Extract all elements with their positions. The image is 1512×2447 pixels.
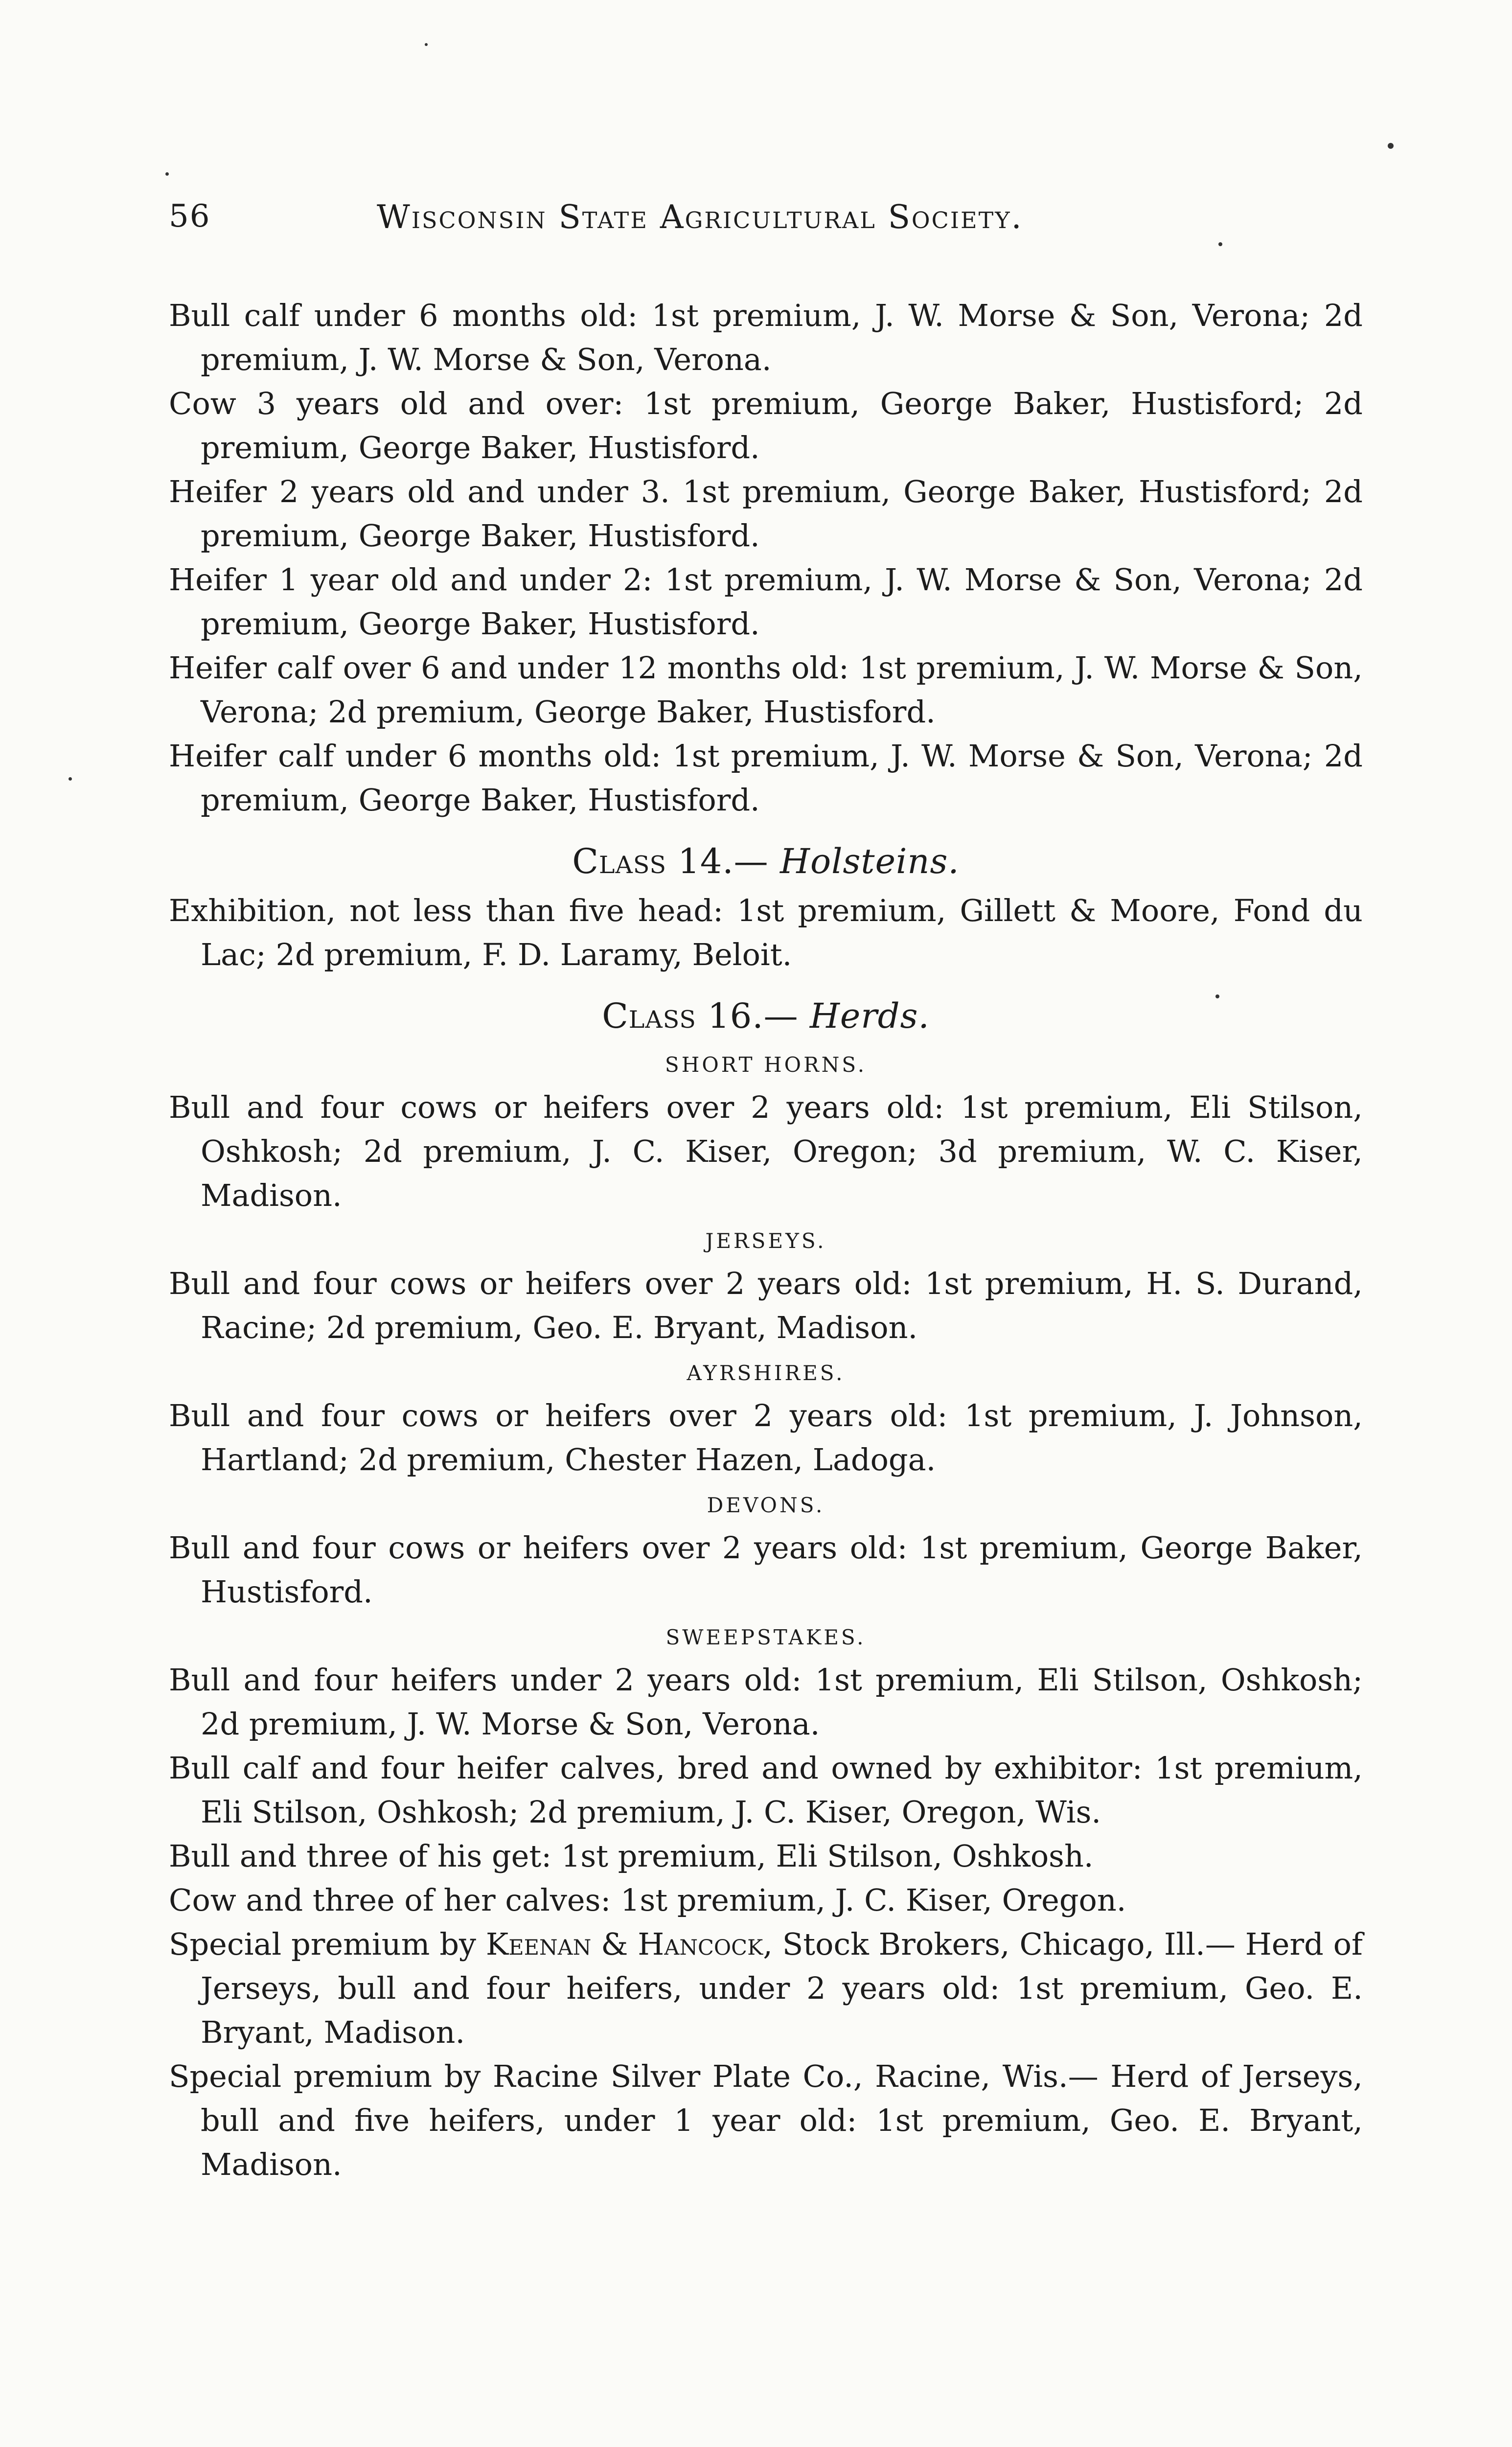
premium-entry: Bull calf under 6 months old: 1st premium, J. W. Morse & Son, Verona; 2d premium, J. W. Morse & Son, Verona.: [169, 298, 1363, 377]
page-number: 56: [169, 198, 211, 234]
running-head: Wisconsin State Agricultural Society.: [377, 198, 1023, 236]
scan-speck: [165, 172, 169, 176]
scan-speck: [1218, 242, 1222, 246]
special-rest: , Stock Brokers, Chicago, Ill.— Herd of Jerseys, bull and four heifers, under 2 years old: 1st premium, Geo. E. Bryant, Madison.: [201, 1926, 1363, 2050]
premium-entry: Bull and four cows or heifers over 2 years old: 1st premium, Eli Stilson, Oshkosh; 2d premium, J. C. Kiser, Oregon; 3d premium, W. C. Kiser, Madison.: [169, 1089, 1363, 1213]
premium-entry: Exhibition, not less than five head: 1st premium, Gillett & Moore, Fond du Lac; 2d premium, F. D. Laramy, Beloit.: [169, 893, 1363, 972]
premium-entry: Heifer calf over 6 and under 12 months old: 1st premium, J. W. Morse & Son, Verona; 2d premium, George Baker, Hustisford.: [169, 650, 1363, 730]
premium-entry: Bull and four cows or heifers over 2 years old: 1st premium, H. S. Durand, Racine; 2d premium, Geo. E. Bryant, Madison.: [169, 1266, 1363, 1345]
special-prefix: Special premium by: [169, 1926, 486, 1962]
premium-entry: Bull and four cows or heifers over 2 years old: 1st premium, J. Johnson, Hartland; 2d premium, Chester Hazen, Ladoga.: [169, 1398, 1363, 1477]
page-body: [169, 294, 1363, 2187]
ayrshires-heading: AYRSHIRES.: [687, 1361, 845, 1385]
short-horns-heading: SHORT HORNS.: [664, 1053, 867, 1077]
premium-entry: Cow and three of her calves: 1st premium, J. C. Kiser, Oregon.: [169, 1882, 1126, 1918]
class-14-breed: Holsteins.: [779, 841, 960, 881]
scan-speck: [425, 43, 428, 46]
jerseys-heading: JERSEYS.: [705, 1229, 826, 1253]
class-14-label: Class 14.—: [572, 841, 780, 881]
scan-speck: [69, 777, 72, 781]
scan-speck: [1215, 994, 1219, 998]
class-16-heading: [169, 991, 1363, 1041]
premium-entry: Heifer 1 year old and under 2: 1st premium, J. W. Morse & Son, Verona; 2d premium, George Baker, Hustisford.: [169, 562, 1363, 642]
special-sponsor: Keenan & Hancock: [485, 1926, 763, 1962]
premium-entry: Heifer calf under 6 months old: 1st premium, J. W. Morse & Son, Verona; 2d premium, George Baker, Hustisford.: [169, 738, 1363, 818]
sweepstakes-heading: SWEEPSTAKES.: [665, 1625, 866, 1649]
premium-entry: Bull and four heifers under 2 years old: 1st premium, Eli Stilson, Oshkosh; 2d premium, J. W. Morse & Son, Verona.: [169, 1662, 1363, 1742]
devons-heading: DEVONS.: [707, 1493, 825, 1517]
premium-entry: Bull and four cows or heifers over 2 years old: 1st premium, George Baker, Hustisford.: [169, 1530, 1363, 1610]
class-16-label: Class 16.—: [602, 996, 810, 1036]
class-14-heading: [169, 836, 1363, 887]
premium-entry: Cow 3 years old and over: 1st premium, George Baker, Hustisford; 2d premium, George Baker, Hustisford.: [169, 386, 1363, 465]
page-header: [169, 198, 1363, 252]
premium-entry: Bull and three of his get: 1st premium, Eli Stilson, Oshkosh.: [169, 1838, 1094, 1874]
special-premium-entry: Special premium by Racine Silver Plate Co., Racine, Wis.— Herd of Jerseys, bull and five heifers, under 1 year old: 1st premium, Geo. E. Bryant, Madison.: [169, 2058, 1363, 2182]
scan-speck: [1388, 143, 1394, 149]
class-16-breed: Herds.: [809, 996, 930, 1036]
premium-entry: Bull calf and four heifer calves, bred and owned by exhibitor: 1st premium, Eli Stilson, Oshkosh; 2d premium, J. C. Kiser, Oregon, Wis.: [169, 1750, 1363, 1830]
premium-entry: Heifer 2 years old and under 3. 1st premium, George Baker, Hustisford; 2d premium, George Baker, Hustisford.: [169, 474, 1363, 554]
special-premium-entry: [169, 1922, 1363, 2055]
